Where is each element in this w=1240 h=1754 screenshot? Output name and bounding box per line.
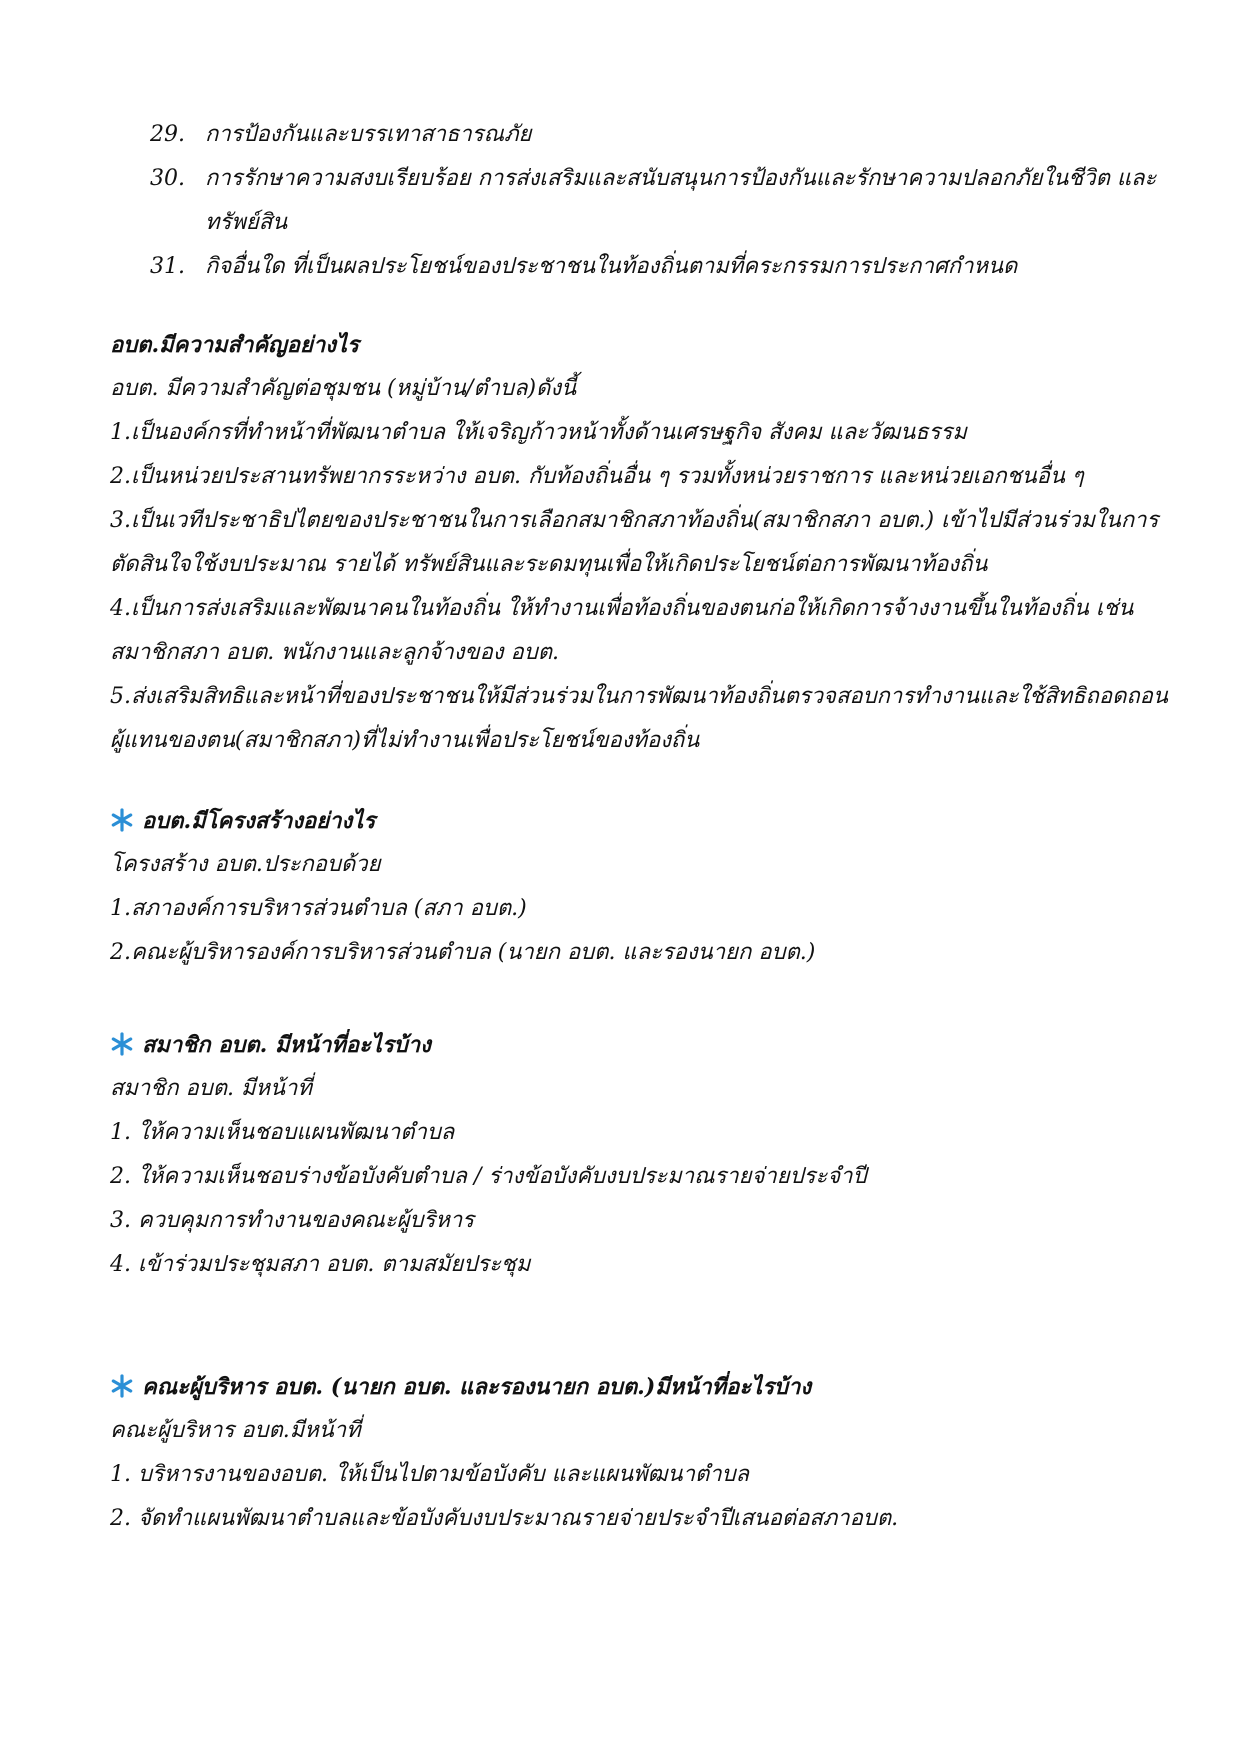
- paragraph-line: 5.ส่งเสริมสิทธิและหน้าที่ของประชาชนให้มีส่วนร่วมในการพัฒนาท้องถิ่นตรวจสอบการทำงานและใช้สิทธิถอดถอน: [110, 684, 1168, 709]
- list-item-text: การป้องกันและบรรเทาสาธารณภัย: [205, 122, 532, 147]
- asterisk-bullet-icon: [110, 1374, 134, 1398]
- section-heading-structure-row: [110, 806, 375, 836]
- paragraph-line: โครงสร้าง อบต.ประกอบด้วย: [110, 852, 381, 877]
- list-item-number: 30.: [150, 166, 185, 191]
- section-heading-structure: อบต.มีโครงสร้างอย่างไร: [142, 808, 376, 834]
- section-heading-members-row: [110, 1030, 431, 1060]
- paragraph-line: 1.เป็นองค์กรที่ทำหน้าที่พัฒนาตำบล ให้เจริญก้าวหน้าทั้งด้านเศรษฐกิจ สังคม และวัฒนธรรม: [110, 420, 967, 445]
- paragraph-line: 1. ให้ความเห็นชอบแผนพัฒนาตำบล: [110, 1120, 455, 1145]
- paragraph-line: 4.เป็นการส่งเสริมและพัฒนาคนในท้องถิ่น ให้ทำงานเพื่อท้องถิ่นของตนก่อให้เกิดการจ้างงานขึ้นในท้องถิ่น เช่น: [110, 596, 1134, 621]
- list-item-number: 29.: [150, 122, 185, 147]
- paragraph-line: 3.เป็นเวทีประชาธิปไตยของประชาชนในการเลือกสมาชิกสภาท้องถิ่น(สมาชิกสภา อบต.) เข้าไปมีส่วนร่วมในการ: [110, 508, 1159, 533]
- paragraph-line: อบต. มีความสำคัญต่อชุมชน (หมู่บ้าน/ตำบล)ดังนี้: [110, 376, 577, 401]
- asterisk-bullet-icon: [110, 1032, 134, 1056]
- list-item-text: กิจอื่นใด ที่เป็นผลประโยชน์ของประชาชนในท้องถิ่นตามที่คระกรรมการประกาศกำหนด: [205, 254, 1018, 279]
- paragraph-line: 4. เข้าร่วมประชุมสภา อบต. ตามสมัยประชุม: [110, 1252, 531, 1277]
- section-heading-executives: คณะผู้บริหาร อบต. (นายก อบต. และรองนายก อบต.)มีหน้าที่อะไรบ้าง: [142, 1374, 812, 1400]
- list-item-number: 31.: [150, 254, 185, 279]
- section-heading-members: สมาชิก อบต. มีหน้าที่อะไรบ้าง: [142, 1032, 431, 1058]
- list-item-text: ทรัพย์สิน: [205, 210, 288, 235]
- paragraph-line: 3. ควบคุมการทำงานของคณะผู้บริหาร: [110, 1208, 474, 1233]
- paragraph-line: 1.สภาองค์การบริหารส่วนตำบล (สภา อบต.): [110, 896, 527, 921]
- paragraph-line: 2.คณะผู้บริหารองค์การบริหารส่วนตำบล (นายก อบต. และรองนายก อบต.): [110, 940, 816, 965]
- asterisk-bullet-icon: [110, 808, 134, 832]
- section-heading-importance: อบต.มีความสำคัญอย่างไร: [110, 332, 359, 358]
- paragraph-line: สมาชิก อบต. มีหน้าที่: [110, 1076, 312, 1101]
- paragraph-line: สมาชิกสภา อบต. พนักงานและลูกจ้างของ อบต.: [110, 640, 559, 665]
- paragraph-line: คณะผู้บริหาร อบต.มีหน้าที่: [110, 1418, 361, 1443]
- paragraph-line: 2. จัดทำแผนพัฒนาตำบลและข้อบังคับงบประมาณรายจ่ายประจำปีเสนอต่อสภาอบต.: [110, 1506, 899, 1531]
- section-heading-executives-row: [110, 1372, 811, 1402]
- paragraph-line: ตัดสินใจใช้งบประมาณ รายได้ ทรัพย์สินและระดมทุนเพื่อให้เกิดประโยชน์ต่อการพัฒนาท้องถิ่น: [110, 552, 988, 577]
- paragraph-line: 1. บริหารงานของอบต. ให้เป็นไปตามข้อบังคับ และแผนพัฒนาตำบล: [110, 1462, 750, 1487]
- paragraph-line: 2.เป็นหน่วยประสานทรัพยากรระหว่าง อบต. กับท้องถิ่นอื่น ๆ รวมทั้งหน่วยราชการ และหน่วยเอกชนอื่น ๆ: [110, 464, 1084, 489]
- paragraph-line: ผู้แทนของตน(สมาชิกสภา)ที่ไม่ทำงานเพื่อประโยชน์ของท้องถิ่น: [110, 728, 700, 753]
- paragraph-line: 2. ให้ความเห็นชอบร่างข้อบังคับตำบล / ร่างข้อบังคับงบประมาณรายจ่ายประจำปี: [110, 1164, 867, 1189]
- list-item-text: การรักษาความสงบเรียบร้อย การส่งเสริมและสนับสนุนการป้องกันและรักษาความปลอกภัยในชีวิต และ: [205, 166, 1157, 191]
